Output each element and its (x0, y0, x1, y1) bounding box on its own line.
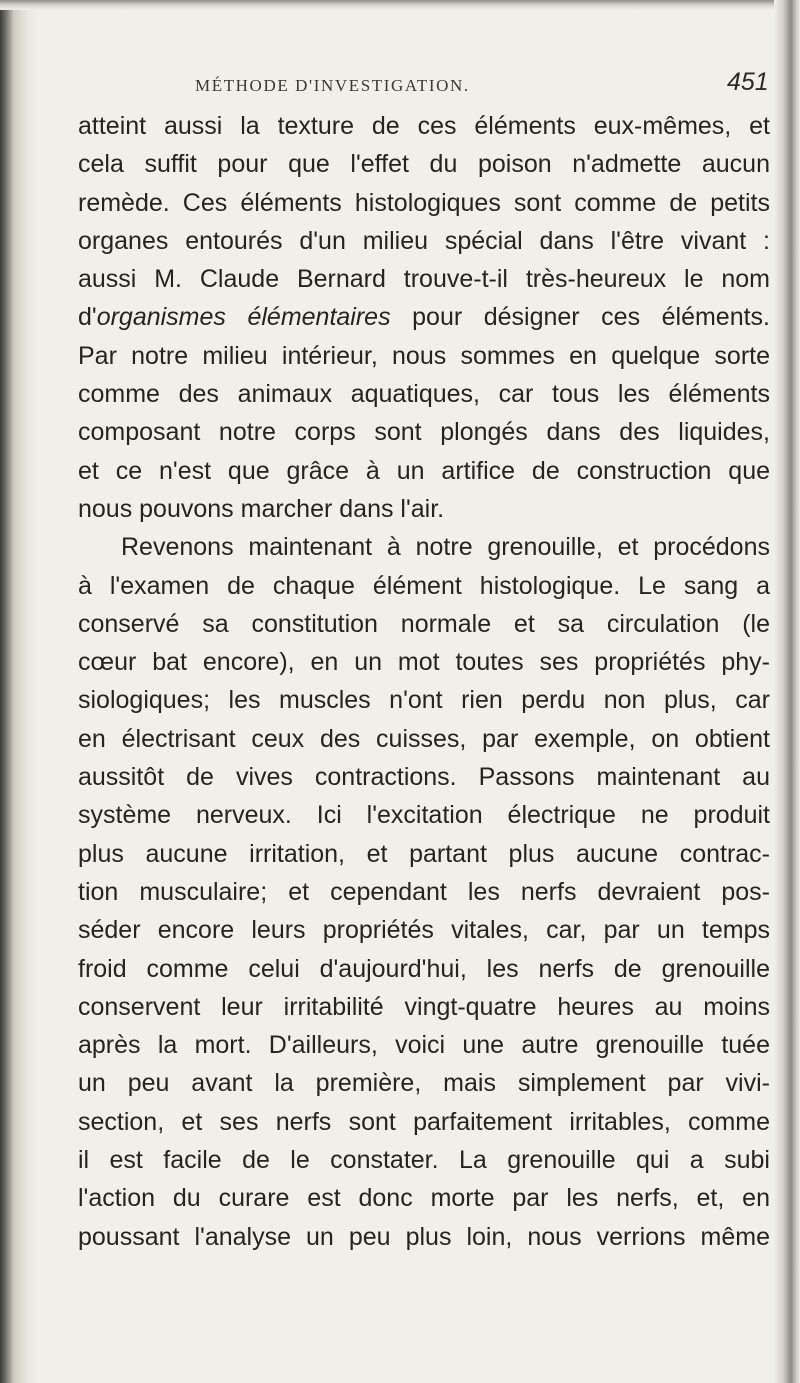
text-line: composant notre corps sont plongés dans des liquides, (78, 418, 770, 447)
body-text (78, 107, 770, 1256)
italic-term: organismes élémentaires (96, 303, 391, 332)
text-line: atteint aussi la texture de ces éléments eux-mêmes, et (78, 112, 770, 140)
text-fragment: d' (78, 303, 97, 332)
text-line (78, 298, 770, 336)
text-line: aussitôt de vives contractions. Passons maintenant au (78, 763, 770, 792)
page-number: 451 (727, 68, 769, 96)
text-line: tion musculaire; et cependant les nerfs devraient pos- (78, 877, 770, 906)
text-line: froid comme celui d'aujourd'hui, les nerfs de grenouille (78, 954, 770, 983)
running-head: MÉTHODE D'INVESTIGATION. (195, 76, 470, 95)
text-fragment: pour désigner ces éléments. (390, 303, 771, 332)
text-line: il est facile de le constater. La grenouille qui a subi (78, 1146, 770, 1175)
text-line: Revenons maintenant à notre grenouille, et procédons (121, 533, 770, 562)
page-right-edge (774, 0, 800, 1383)
text-line: plus aucune irritation, et partant plus aucune contrac- (78, 839, 770, 868)
text-line: Par notre milieu intérieur, nous sommes en quelque sorte (78, 341, 770, 370)
text-line: l'action du curare est donc morte par les nerfs, et, en (78, 1184, 770, 1213)
text-line: système nerveux. Ici l'excitation électrique ne produit (78, 801, 770, 830)
text-line: aussi M. Claude Bernard trouve-t-il très-heureux le nom (78, 265, 770, 294)
page-top-shadow (0, 0, 800, 10)
text-line: cœur bat encore), en un mot toutes ses propriétés phy- (78, 648, 770, 677)
text-line: poussant l'analyse un peu plus loin, nous verrions même (78, 1222, 770, 1251)
text-line: remède. Ces éléments histologiques sont comme de petits (78, 188, 770, 217)
text-line: organes entourés d'un milieu spécial dans l'être vivant : (78, 226, 770, 255)
text-line: après la mort. D'ailleurs, voici une autre grenouille tuée (78, 1031, 770, 1060)
text-line: comme des animaux aquatiques, car tous les éléments (78, 380, 770, 409)
text-line: conservent leur irritabilité vingt-quatre heures au moins (78, 992, 770, 1021)
text-line: et ce n'est que grâce à un artifice de construction que (78, 456, 770, 485)
text-line: section, et ses nerfs sont parfaitement irritables, comme (78, 1107, 770, 1136)
text-line: à l'examen de chaque élément histologique. Le sang a (78, 571, 770, 600)
text-line: siologiques; les muscles n'ont rien perdu non plus, car (78, 686, 770, 715)
page-header (0, 68, 800, 108)
text-line: séder encore leurs propriétés vitales, car, par un temps (78, 916, 770, 945)
text-line: cela suffit pour que l'effet du poison n'admette aucun (78, 150, 770, 179)
page-gutter-shadow (0, 0, 40, 1383)
text-line: nous pouvons marcher dans l'air. (78, 494, 445, 523)
text-line: en électrisant ceux des cuisses, par exemple, on obtient (78, 724, 770, 753)
text-line: conservé sa constitution normale et sa circulation (le (78, 609, 770, 638)
text-line: un peu avant la première, mais simplement par vivi- (78, 1069, 770, 1098)
